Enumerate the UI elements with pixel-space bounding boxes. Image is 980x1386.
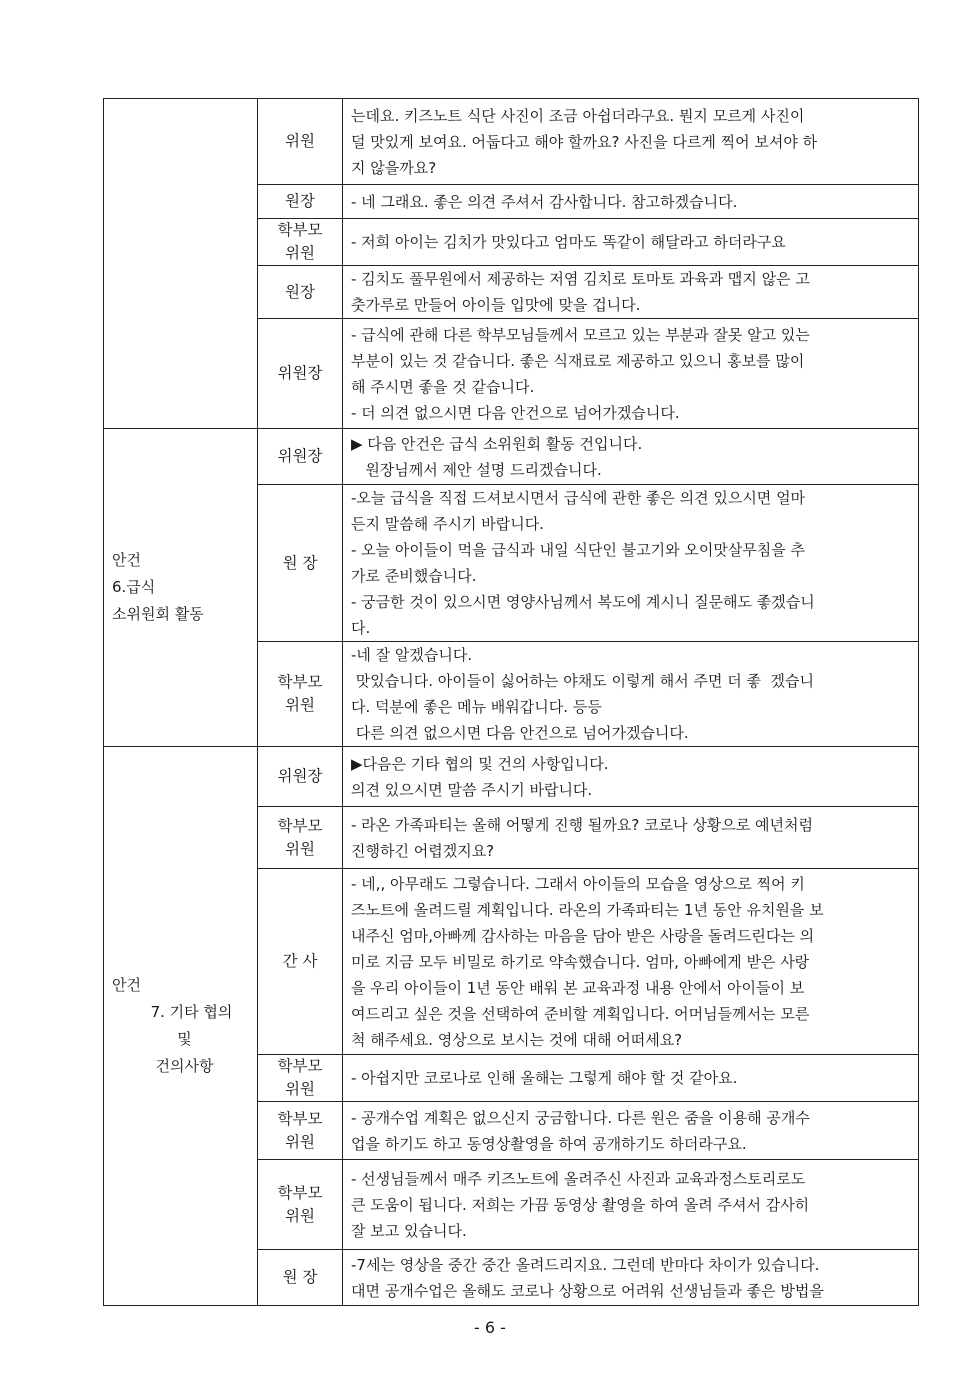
agenda-label: 안건 — [112, 551, 141, 569]
agenda-title-and: 및 — [177, 1030, 192, 1048]
agenda-label: 안건 — [112, 976, 141, 994]
speaker-label: 위원 — [285, 1206, 315, 1225]
content-line: 춧가루로 만들어 아이들 입맛에 맞을 겁니다. — [351, 296, 641, 314]
content-line: - 아쉽지만 코로나로 인해 올해는 그렇게 해야 할 것 같아요. — [351, 1069, 738, 1087]
speaker-label: 학부모 — [277, 816, 323, 835]
content-line: 미로 지금 모두 비밀로 하기로 약속했습니다. 엄마, 아빠에게 받은 사랑 — [351, 952, 810, 971]
content-cell — [343, 869, 919, 1055]
content-line: -오늘 급식을 직접 드셔보시면서 급식에 관한 좋은 의견 있으시면 얼마 — [351, 489, 806, 507]
content-line: 다른 의견 없으시면 다음 안건으로 넘어가겠습니다. — [351, 724, 689, 742]
content-cell — [343, 1055, 919, 1102]
speaker-cell — [258, 99, 343, 185]
content-line: 가로 준비했습니다. — [351, 567, 477, 585]
speaker-label: 위원 — [285, 696, 315, 714]
content-cell — [343, 99, 919, 185]
content-cell — [343, 485, 919, 642]
content-line: - 급식에 관해 다른 학부모님들께서 모르고 있는 부분과 잘못 알고 있는 — [351, 325, 810, 344]
content-line: 진행하긴 어렵겠지요? — [351, 841, 495, 860]
agenda-title: 건의사항 — [155, 1057, 214, 1075]
content-line: 덜 맛있게 보여요. 어둡다고 해야 할까요? 사진을 다르게 찍어 보셔야 하 — [351, 132, 818, 151]
speaker-cell — [258, 319, 343, 429]
content-line: 업을 하기도 하고 동영상촬영을 하여 공개하기도 하더라구요. — [351, 1134, 747, 1153]
content-line: 대면 공개수업은 올해도 코로나 상황으로 어려워 선생님들과 좋은 방법을 — [351, 1281, 824, 1300]
content-cell — [343, 219, 919, 266]
table-row — [104, 747, 919, 807]
content-line: - 공개수업 계획은 없으신지 궁금합니다. 다른 원은 줌을 이용해 공개수 — [351, 1108, 810, 1127]
speaker-cell — [258, 1250, 343, 1306]
content-cell — [343, 1250, 919, 1306]
speaker-cell — [258, 185, 343, 219]
speaker-label: 학부모 — [277, 1057, 323, 1075]
content-line: - 더 의견 없으시면 다음 안건으로 넘어가겠습니다. — [351, 403, 680, 422]
agenda-cell-continued — [104, 99, 258, 429]
content-line: - 네 그래요. 좋은 의견 주셔서 감사합니다. 참고하겠습니다. — [351, 192, 738, 211]
content-cell — [343, 266, 919, 319]
content-line: 잘 보고 있습니다. — [351, 1221, 467, 1240]
content-line: ▶ 다음 안건은 급식 소위원회 활동 건입니다. — [351, 434, 643, 453]
speaker-label: 위원 — [285, 244, 315, 262]
table-row — [104, 99, 919, 185]
speaker-label: 위원 — [285, 132, 315, 150]
speaker-label: 원 장 — [282, 1268, 318, 1286]
speaker-label: 학부모 — [277, 1109, 323, 1128]
content-line: 의견 있으시면 말씀 주시기 바랍니다. — [351, 780, 593, 799]
speaker-label: 원장 — [285, 282, 315, 301]
speaker-cell — [258, 429, 343, 485]
speaker-cell — [258, 266, 343, 319]
speaker-cell — [258, 1102, 343, 1160]
speaker-label: 학부모 — [277, 673, 323, 691]
content-line: 다. 덕분에 좋은 메뉴 배워갑니다. 등등 — [351, 698, 602, 716]
content-line: 즈노트에 올려드릴 계획입니다. 라온의 가족파티는 1년 동안 유치원을 보 — [351, 900, 824, 919]
content-line: 척 해주세요. 영상으로 보시는 것에 대해 어떠세요? — [351, 1030, 683, 1049]
content-line: 부분이 있는 것 같습니다. 좋은 식재료로 제공하고 있으니 홍보를 많이 — [351, 351, 805, 370]
content-line: ▶다음은 기타 협의 및 건의 사항입니다. — [351, 754, 609, 773]
speaker-cell — [258, 485, 343, 642]
content-line: 지 않을까요? — [351, 158, 437, 177]
content-cell — [343, 747, 919, 807]
agenda-cell-6 — [104, 429, 258, 747]
content-line: - 저희 아이는 김치가 맛있다고 엄마도 똑같이 해달라고 하더라구요 — [351, 233, 786, 251]
speaker-cell — [258, 219, 343, 266]
content-line: 원장님께서 제안 설명 드리겠습니다. — [351, 460, 602, 479]
speaker-label: 학부모 — [277, 1183, 323, 1202]
content-line: 해 주시면 좋을 것 같습니다. — [351, 377, 535, 396]
page-number: - 6 - — [474, 1318, 506, 1337]
speaker-label: 위원 — [285, 1080, 315, 1098]
speaker-label: 간 사 — [282, 952, 318, 970]
content-line: - 선생님들께서 매주 키즈노트에 올려주신 사진과 교육과정스토리로도 — [351, 1169, 806, 1188]
content-cell — [343, 1102, 919, 1160]
content-line: - 라온 가족파티는 올해 어떻게 진행 될까요? 코로나 상황으로 예년처럼 — [351, 815, 814, 834]
agenda-number: 6.급식 — [112, 578, 156, 596]
content-line: 는데요. 키즈노트 식단 사진이 조금 아쉽더라구요. 뭔지 모르게 사진이 — [351, 106, 805, 125]
content-cell — [343, 185, 919, 219]
speaker-label: 원장 — [285, 192, 315, 210]
agenda-number: 7. 기타 협의 — [150, 1003, 233, 1021]
speaker-cell — [258, 807, 343, 869]
content-line: - 궁금한 것이 있으시면 영양사님께서 복도에 계시니 질문해도 좋겠습니 — [351, 593, 815, 611]
content-cell — [343, 429, 919, 485]
speaker-label: 원 장 — [282, 553, 318, 572]
content-line: 여드리고 싶은 것을 선택하여 준비할 계획입니다. 어머님들께서는 모른 — [351, 1004, 810, 1023]
speaker-label: 학부모 — [277, 221, 323, 239]
content-line: 을 우리 아이들이 1년 동안 배워 본 교육과정 내용 안에서 아이들이 보 — [351, 978, 805, 997]
content-cell — [343, 642, 919, 747]
content-cell — [343, 807, 919, 869]
speaker-cell — [258, 747, 343, 807]
speaker-label: 위원장 — [277, 767, 323, 785]
speaker-label: 위원장 — [277, 447, 323, 465]
content-line: - 오늘 아이들이 먹을 급식과 내일 식단인 불고기와 오이맛살무침을 추 — [351, 541, 806, 559]
speaker-label: 위원 — [285, 1132, 315, 1151]
content-line: - 네,, 아무래도 그렇습니다. 그래서 아이들의 모습을 영상으로 찍어 키 — [351, 874, 805, 893]
content-line: 맛있습니다. 아이들이 싫어하는 야채도 이렇게 해서 주면 더 좋 겠습니 — [351, 672, 814, 690]
speaker-label: 위원 — [285, 839, 315, 858]
content-line: -네 잘 알겠습니다. — [351, 646, 473, 664]
content-line: 내주신 엄마,아빠께 감사하는 마음을 담아 받은 사랑을 돌려드린다는 의 — [351, 926, 815, 945]
minutes-table — [103, 98, 919, 1306]
content-line: -7세는 영상을 중간 중간 올려드리지요. 그런데 반마다 차이가 있습니다. — [351, 1255, 820, 1274]
speaker-cell — [258, 1055, 343, 1102]
speaker-cell — [258, 869, 343, 1055]
speaker-label: 위원장 — [277, 364, 323, 382]
speaker-cell — [258, 642, 343, 747]
content-cell — [343, 1160, 919, 1250]
content-line: 큰 도움이 됩니다. 저희는 가끔 동영상 촬영을 하여 올려 주셔서 감사히 — [351, 1195, 810, 1214]
content-cell — [343, 319, 919, 429]
speaker-cell — [258, 1160, 343, 1250]
content-line: - 김치도 풀무원에서 제공하는 저염 김치로 토마토 과육과 맵지 않은 고 — [351, 270, 810, 288]
content-line: 든지 말씀해 주시기 바랍니다. — [351, 515, 544, 533]
table-row — [104, 429, 919, 485]
agenda-cell-7 — [104, 747, 258, 1306]
agenda-title: 소위원회 활동 — [112, 605, 204, 623]
content-line: 다. — [351, 619, 371, 637]
